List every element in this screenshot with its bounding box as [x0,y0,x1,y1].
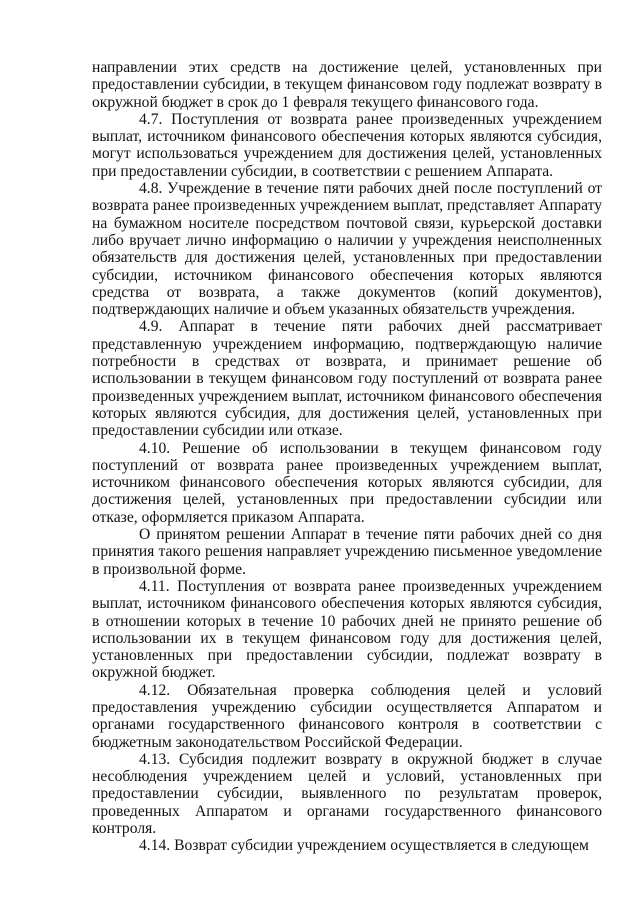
paragraph-4-13: 4.13. Субсидия подлежит возврату в окружной бюджет в случае несоблюдения учреждением целей и условий, установленных при предоставлении субсидии, выявленного по результатам проверок, проведенных Аппаратом и органами государственного финансового контроля. [92,750,602,838]
paragraph-4-14: 4.14. Возврат субсидии учреждением осуществляется в следующем [139,837,589,855]
paragraph-4-10: 4.10. Решение об использовании в текущем финансовом году поступлений от возврата ранее произведенных учреждением выплат, источником финансового обеспечения которых являются субсидии, для достижения целей, установленных при предоставлении субсидии или отказе, оформляется приказом Аппарата. [92,439,602,526]
paragraph-4-12: 4.12. Обязательная проверка соблюдения целей и условий предоставления учреждению субсидии осуществляется Аппаратом и органами государственного финансового контроля в соответствии с бюджетным законодательством Российской Федерации. [92,681,602,751]
document-body [92,59,602,855]
paragraph-continuation: направлении этих средств на достижение целей, установленных при предоставлении субсидии, в текущем финансовом году подлежат возврату в окружной бюджет в срок до 1 февраля текущего финансового года. [92,59,602,111]
paragraph-4-8: 4.8. Учреждение в течение пяти рабочих дней после поступлений от возврата ранее произведенных учреждением выплат, представляет Аппарату на бумажном носителе посредством почтовой связи, курьерской доставки либо вручает лично информацию о наличии у учреждения неисполненных обязательств для достижения целей, установленных при предоставлении субсидии, источником финансового обеспечения которых являются средства от возврата, а также документов (копий документов), подтверждающих наличие и объем указанных обязательств учреждения. [92,180,602,319]
paragraph-4-9: 4.9. Аппарат в течение пяти рабочих дней рассматривает представленную учреждением информацию, подтверждающую наличие потребности в средствах от возврата, и принимает решение об использовании в текущем финансовом году поступлений от возврата ранее произведенных учреждением выплат, источником финансового обеспечения которых являются субсидия, для достижения целей, установленных при предоставлении субсидии или отказе. [92,318,602,440]
paragraph-4-11: 4.11. Поступления от возврата ранее произведенных учреждением выплат, источником финансового обеспечения которых являются субсидия, в отношении которых в течение 10 рабочих дней не принято решение об использовании их в текущем финансовом году для достижения целей, установленных при предоставлении субсидии, подлежат возврату в окружной бюджет. [92,577,602,682]
paragraph-4-7: 4.7. Поступления от возврата ранее произведенных учреждением выплат, источником финансового обеспечения которых являются субсидия, могут использоваться учреждением для достижения целей, установленных при предоставлении субсидии, в соответствии с решением Аппарата. [92,110,602,180]
paragraph-decision-notice: О принятом решении Аппарат в течение пяти рабочих дней со дня принятия такого решения направляет учреждению письменное уведомление в произвольной форме. [92,526,602,578]
